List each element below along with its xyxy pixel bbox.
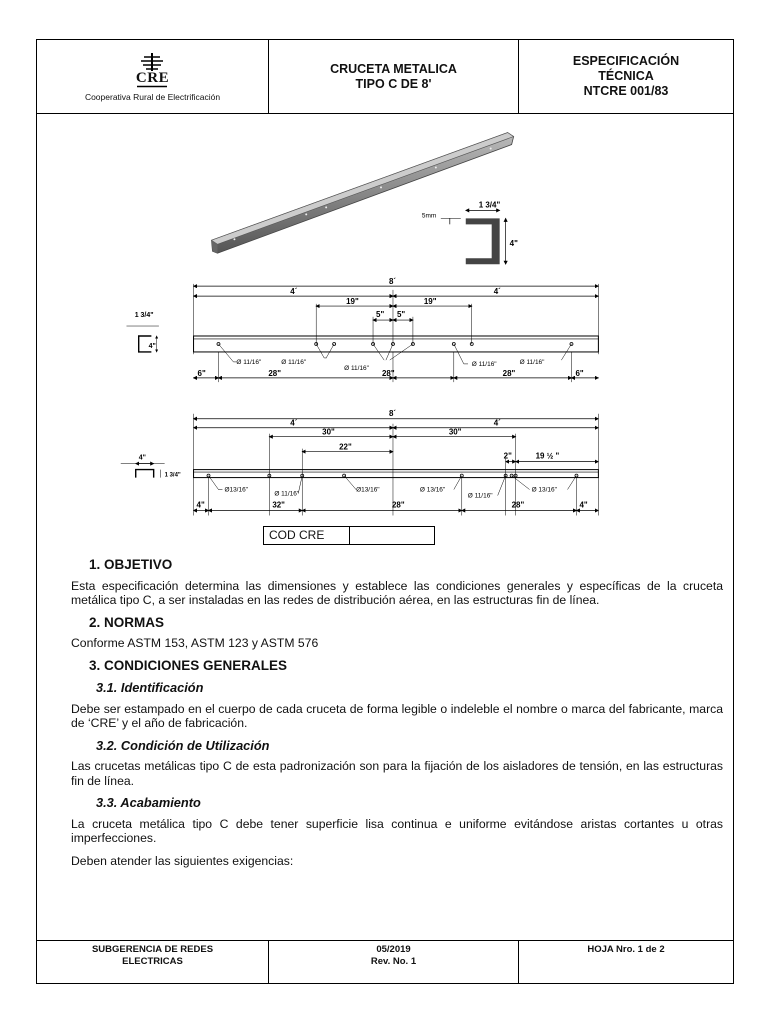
top-end-left-label: 6" <box>197 368 206 378</box>
top-side-height-label: 4" <box>148 342 156 350</box>
section-3-heading: 3. CONDICIONES GENERALES <box>89 657 288 673</box>
cre-logo <box>136 53 169 88</box>
bottom-19h-label: 19 ½ " <box>535 451 560 461</box>
top-hole-b-label: Ø 11/16" <box>281 358 307 366</box>
bottom-hole-b-label: Ø 11/16" <box>274 490 300 498</box>
footer-department-line1: SUBGERENCIA DE REDES <box>91 944 214 955</box>
top-19-left-label: 19" <box>346 297 359 307</box>
bottom-28-1-label: 28" <box>391 500 405 510</box>
crossarm-3d-view <box>211 133 513 254</box>
organization-name: Cooperativa Rural de Electrificación <box>84 92 221 102</box>
bottom-end-left-label: 4" <box>196 500 205 510</box>
bottom-elevation-drawing <box>121 409 599 516</box>
cod-cre-label: COD CRE <box>264 527 350 544</box>
footer-page-number: HOJA Nro. 1 de 2 <box>587 944 665 955</box>
footer-page <box>519 941 733 983</box>
top-total-label: 8´ <box>388 277 397 287</box>
top-half-left-label: 4´ <box>290 287 298 297</box>
bottom-28-2-label: 28" <box>511 500 525 510</box>
section-3-3-text-2: Deben atender las siguientes exigencias: <box>71 853 294 868</box>
bottom-hole-e-label: Ø 11/16" <box>467 492 493 500</box>
bottom-side-profile <box>121 455 181 479</box>
top-5-left-label: 5" <box>376 310 385 320</box>
bottom-2-label: 2" <box>503 451 512 461</box>
top-side-profile <box>127 312 159 352</box>
section-3-3-text: La cruceta metálica tipo C debe tener superficie lisa continua e uniforme evitándose aristas cortantes u otras imperfecciones. <box>71 816 723 845</box>
bottom-22-label: 22" <box>339 442 352 452</box>
top-hole-c-label: Ø 11/16" <box>344 364 369 372</box>
top-5-right-label: 5" <box>396 310 406 320</box>
bottom-half-right-label: 4´ <box>493 418 501 428</box>
footer-department <box>37 941 269 983</box>
section-3-2-text: Las crucetas metálicas tipo C de esta padronización son para la fijación de los aisladores de tensión, en las estructuras fin de línea. <box>71 759 723 788</box>
spec-line3: NTCRE 001/83 <box>583 84 669 98</box>
bottom-half-left-label: 4´ <box>290 418 298 428</box>
section-3-1-text: Debe ser estampado en el cuerpo de cada cruceta de forma legible o indeleble el nombre o marca del fabricante, marca de ‘CRE’ y el año de fabricación. <box>71 701 723 730</box>
doc-title-line1: CRUCETA METALICA <box>330 61 457 76</box>
document-body <box>71 550 723 868</box>
top-28-2-label: 28" <box>382 368 395 378</box>
bottom-hole-d-label: Ø 13/16" <box>419 486 446 494</box>
c-profile-section <box>422 200 518 264</box>
profile-height-label: 4" <box>509 239 518 249</box>
top-28-3-label: 28" <box>502 368 516 378</box>
bottom-30-right-label: 30" <box>448 427 462 437</box>
top-elevation-drawing <box>127 277 599 382</box>
section-2-text: Conforme ASTM 153, ASTM 123 y ASTM 576 <box>71 636 319 650</box>
section-3-1-heading: 3.1. Identificación <box>96 680 204 695</box>
top-hole-e-label: Ø 11/16" <box>519 358 545 366</box>
footer-date: 05/2019 <box>376 944 411 955</box>
footer-rev: Rev. No. 1 <box>370 956 417 967</box>
bottom-hole-c-label: Ø13/16" <box>356 486 380 494</box>
document-header <box>37 40 733 114</box>
bottom-30-left-label: 30" <box>322 427 335 437</box>
profile-thickness-label: 5mm <box>421 212 437 220</box>
logo-underline <box>137 85 167 88</box>
spec-line1: ESPECIFICACIÓN <box>572 54 680 68</box>
section-1-heading: 1. OBJETIVO <box>89 557 173 572</box>
header-spec-cell <box>519 40 733 113</box>
bottom-hole-a-label: Ø13/16" <box>224 486 248 494</box>
tower-icon <box>139 53 165 71</box>
technical-drawings <box>37 114 733 554</box>
section-2-heading: 2. NORMAS <box>89 614 165 630</box>
spec-line2: TÉCNICA <box>598 69 654 83</box>
top-hole-a-label: Ø 11/16" <box>236 358 262 366</box>
top-19-right-label: 19" <box>423 297 437 307</box>
bottom-end-right-label: 4" <box>579 500 588 510</box>
top-half-right-label: 4´ <box>493 287 501 297</box>
header-logo-cell <box>37 40 269 113</box>
cod-cre-box <box>263 526 435 545</box>
bottom-32-label: 32" <box>272 500 285 510</box>
doc-title-line2: TIPO C DE 8' <box>355 76 432 91</box>
section-3-3-heading: 3.3. Acabamiento <box>96 795 201 810</box>
footer-department-line2: ELECTRICAS <box>122 956 183 967</box>
top-end-right-label: 6" <box>575 368 584 378</box>
logo-text: CRE <box>135 70 170 86</box>
section-3-2-heading: 3.2. Condición de Utilización <box>96 737 270 753</box>
header-title-cell <box>269 40 519 113</box>
footer-revision <box>269 941 519 983</box>
top-hole-d-label: Ø 11/16" <box>471 360 497 368</box>
bottom-total-label: 8´ <box>388 408 397 418</box>
section-1-text: Esta especificación determina las dimensiones y establece las condiciones generales y específicas de la cruceta metálica tipo C, a ser instaladas en las redes de distribución aérea, en las estructuras fin de línea. <box>71 578 723 607</box>
bottom-hole-f-label: Ø 13/16" <box>531 486 557 494</box>
cod-cre-value <box>350 527 434 544</box>
document-page <box>36 39 734 984</box>
profile-width-label: 1 3/4" <box>478 200 501 210</box>
top-side-width-label: 1 3/4" <box>134 312 154 320</box>
bottom-side-width-label: 4" <box>138 454 146 462</box>
bottom-side-height-label: 1 3/4" <box>164 472 181 479</box>
top-28-1-label: 28" <box>268 368 281 378</box>
document-footer <box>37 940 733 983</box>
